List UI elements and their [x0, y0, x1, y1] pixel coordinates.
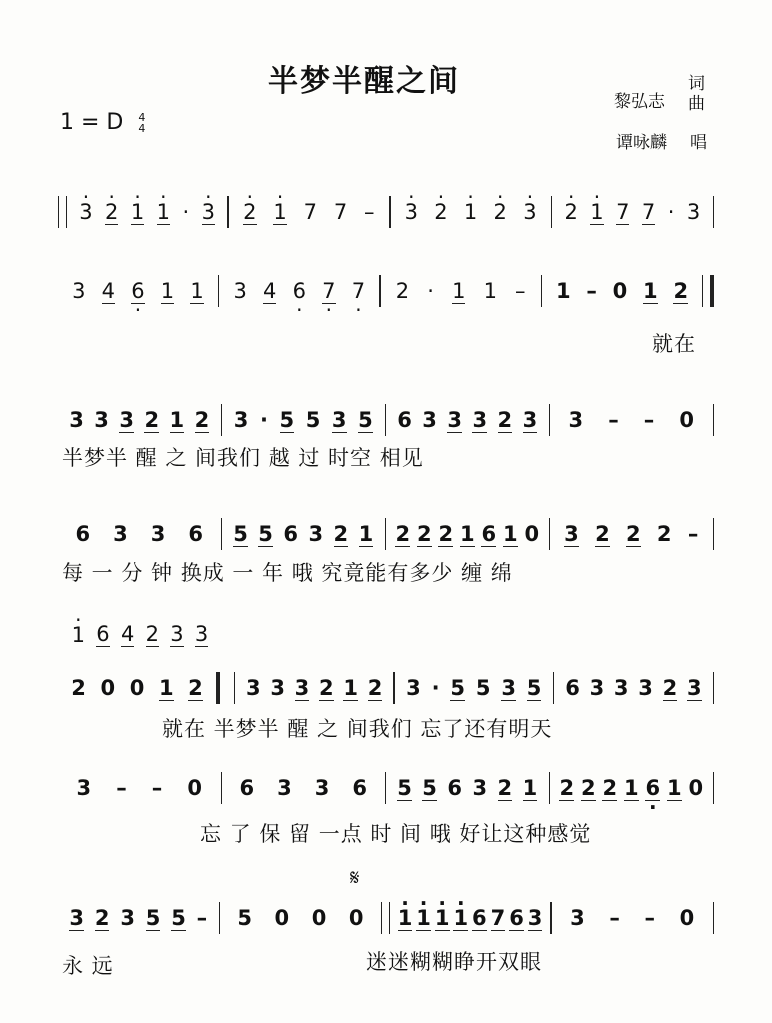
- note: · 3: [405, 200, 418, 224]
- note: 6: [565, 676, 580, 700]
- measure: [386, 408, 549, 433]
- note: · 2: [105, 200, 118, 225]
- note: 1: [623, 775, 639, 800]
- note: 3: [589, 676, 605, 700]
- note: 0: [187, 776, 202, 800]
- barline: [713, 902, 715, 934]
- note: 1: [169, 407, 185, 432]
- note: 3: [245, 676, 261, 700]
- note: 5: [397, 775, 412, 800]
- staff-row: [58, 404, 714, 436]
- note: 5: [258, 521, 273, 546]
- measure: [58, 279, 218, 304]
- note: 3: [150, 522, 166, 546]
- measure: [229, 200, 389, 225]
- staff-row: [58, 518, 714, 550]
- lyric-line-5: 忘 了 保 留 一点 时 间 哦 好让这种感觉: [200, 822, 592, 846]
- note: 2: [595, 521, 610, 546]
- measure: [542, 279, 702, 304]
- note: 0: [100, 676, 116, 700]
- note: · 2: [494, 200, 507, 224]
- note: 1: [666, 775, 682, 800]
- note: · 1: [464, 200, 477, 224]
- note: 2: [438, 521, 454, 546]
- note: 1: [643, 278, 658, 303]
- measure: [222, 522, 385, 547]
- note: 3: [522, 407, 538, 432]
- note: · 3: [79, 200, 92, 224]
- note: 3: [233, 279, 247, 303]
- note: · 3: [202, 200, 215, 225]
- note: 5: [279, 407, 295, 432]
- note: 3: [331, 407, 347, 432]
- time-signature: [138, 112, 145, 134]
- note: 3: [294, 675, 310, 700]
- note: 2: [580, 775, 596, 800]
- note: 3: [406, 676, 421, 700]
- lyric-line-7: 迷迷糊糊睁开双眼: [366, 950, 542, 974]
- note: 0: [311, 906, 327, 930]
- note: 1: [358, 521, 374, 546]
- note: · 1: [131, 200, 144, 225]
- measure: [222, 408, 385, 433]
- note: 6: [481, 521, 497, 546]
- lyric-line-1: 就在: [652, 332, 696, 356]
- note: 0: [679, 408, 694, 432]
- note: 0: [524, 522, 540, 546]
- note: 0: [679, 906, 695, 930]
- note: –: [586, 279, 597, 303]
- note: · 1: [416, 906, 431, 931]
- note: 2: [395, 279, 410, 303]
- measure: [60, 622, 220, 647]
- note: · 1: [72, 623, 85, 647]
- note: 6: [447, 776, 462, 800]
- note: 3: [472, 407, 488, 432]
- note: 6: [75, 522, 91, 546]
- measure: [386, 776, 549, 801]
- measure: [222, 776, 385, 800]
- note: 2: [145, 622, 159, 646]
- note: 2: [416, 521, 432, 546]
- note: 2: [367, 675, 383, 700]
- note: 0: [129, 676, 145, 700]
- note: 6: [188, 522, 203, 546]
- note: –: [151, 776, 163, 800]
- note: 5: [450, 675, 466, 700]
- note: 6: [239, 776, 255, 800]
- note: · 1: [398, 906, 413, 931]
- segno-sign: 𝄋: [350, 866, 360, 891]
- lyricist-composer-name: 黎弘志: [614, 92, 665, 112]
- note: 3: [314, 776, 330, 800]
- note: 1: [483, 279, 497, 303]
- measure: [58, 906, 219, 931]
- note: · 1: [435, 906, 450, 931]
- note: · 2: [243, 200, 256, 225]
- note: 5: [422, 775, 437, 800]
- barline: [713, 196, 715, 228]
- note: 2: [497, 407, 513, 432]
- measure: [219, 279, 379, 304]
- note: –: [364, 200, 375, 224]
- measure: [552, 906, 713, 930]
- note: 5: [526, 675, 542, 700]
- note: 0: [274, 906, 290, 930]
- note: 6 ·: [131, 279, 144, 304]
- note: 5: [358, 407, 373, 432]
- note: 7 ·: [322, 279, 335, 304]
- note: · 1: [590, 200, 603, 225]
- barline: [58, 196, 67, 228]
- note: –: [116, 776, 127, 800]
- note: ·: [427, 279, 434, 303]
- note: 2: [395, 521, 411, 546]
- note: 3: [277, 776, 292, 800]
- note: –: [609, 906, 620, 930]
- song-title: 半梦半醒之间: [268, 64, 460, 99]
- note: 3: [686, 200, 701, 224]
- measure: [550, 776, 713, 801]
- note: 3: [113, 522, 128, 546]
- note: · 3: [523, 200, 536, 224]
- note: 4: [101, 278, 116, 303]
- lyricist-composer-role: 词曲: [688, 74, 705, 114]
- measure: [550, 408, 713, 432]
- note: 3: [568, 408, 584, 432]
- note: 2: [194, 407, 210, 432]
- note: 7 ·: [352, 279, 365, 303]
- note: 3: [94, 408, 109, 432]
- measure: [58, 776, 221, 800]
- note: 6 ·: [645, 776, 660, 801]
- note: 3: [69, 408, 84, 432]
- note: 5: [237, 906, 253, 930]
- measure: [67, 200, 227, 225]
- note: 6: [509, 905, 524, 930]
- note: 3: [613, 676, 629, 700]
- note: 3: [422, 408, 437, 432]
- measure: [58, 408, 221, 433]
- note: 5: [145, 905, 161, 930]
- note: 3: [638, 676, 653, 700]
- note: 3: [120, 906, 135, 930]
- note: 0: [348, 906, 364, 930]
- measure: [391, 200, 551, 224]
- note: ·: [259, 408, 268, 432]
- note: 3: [119, 407, 134, 432]
- note: 7: [303, 200, 317, 224]
- note: 3: [447, 407, 462, 432]
- note: 4: [120, 622, 135, 646]
- final-barline: [702, 275, 714, 307]
- note: 3: [472, 776, 488, 800]
- barline: [216, 672, 235, 704]
- note: 3: [308, 522, 324, 546]
- note: 1: [452, 278, 466, 303]
- note: 2: [662, 675, 678, 700]
- note: 7: [616, 199, 630, 224]
- barline: [713, 404, 715, 436]
- note: –: [643, 408, 655, 432]
- note: 2: [71, 676, 86, 700]
- note: 6: [397, 408, 412, 432]
- staff-row: [58, 196, 714, 228]
- measure: [386, 522, 549, 547]
- note: 4: [263, 278, 277, 303]
- note: 3: [501, 675, 516, 700]
- staff-row: [58, 275, 714, 307]
- note: ·: [667, 200, 675, 224]
- barline: [381, 902, 390, 934]
- note: 6 ·: [293, 279, 306, 303]
- note: 2: [319, 675, 334, 700]
- note: 1: [502, 521, 518, 546]
- note: ·: [182, 200, 190, 224]
- note: –: [196, 906, 208, 930]
- singer-name: 谭咏麟: [616, 133, 667, 153]
- note: 0: [688, 776, 704, 800]
- lyric-line-6: 永 远: [62, 954, 114, 978]
- measure: [550, 522, 713, 547]
- lyric-line-3: 每 一 分 钟 换成 一 年 哦 究竟能有多少 缠 绵: [62, 561, 513, 585]
- measure: [381, 279, 541, 304]
- barline: [713, 772, 715, 804]
- key-label: 1 = D: [60, 110, 124, 135]
- note: 2: [625, 521, 641, 546]
- note: 1: [459, 521, 475, 546]
- note: 3: [72, 279, 86, 303]
- note: 5: [171, 905, 186, 930]
- singer-role: 唱: [690, 133, 707, 153]
- note: 0: [612, 279, 628, 303]
- staff-row: [58, 672, 714, 704]
- note: 5: [233, 521, 248, 546]
- lyric-line-2: 半梦半 醒 之 间我们 越 过 时空 相见: [62, 446, 424, 470]
- note: 1: [556, 279, 571, 303]
- measure: [395, 676, 553, 701]
- note: · 2: [564, 200, 577, 224]
- measure: [220, 906, 381, 930]
- measure: [554, 676, 712, 701]
- note: 2: [656, 522, 672, 546]
- note: · 2: [434, 200, 447, 224]
- note: 3: [564, 521, 579, 546]
- note: –: [515, 279, 526, 303]
- note: 3: [527, 905, 543, 930]
- note: 6: [472, 905, 487, 930]
- staff-row: [58, 772, 714, 804]
- note: 3: [570, 906, 585, 930]
- note: 6: [352, 776, 367, 800]
- note: · 1: [157, 200, 170, 225]
- measure: [58, 676, 216, 701]
- note: 3: [170, 622, 184, 646]
- time-denominator: 4: [138, 122, 146, 135]
- key-signature: [60, 110, 145, 135]
- note: –: [687, 522, 699, 546]
- note: 7: [333, 200, 348, 224]
- note: 1: [343, 675, 358, 700]
- note: 1: [190, 278, 204, 303]
- note: 6: [283, 522, 298, 546]
- note: 2: [94, 905, 110, 930]
- note: 3: [686, 675, 702, 700]
- upper-voice-line: [60, 622, 220, 647]
- barline: [713, 672, 715, 704]
- lyric-line-4: 就在 半梦半 醒 之 间我们 忘了还有明天: [162, 717, 553, 741]
- note: 2: [333, 521, 349, 546]
- note: 7: [641, 199, 656, 224]
- note: ·: [431, 676, 440, 700]
- measure: [552, 200, 712, 225]
- note: 6: [96, 622, 110, 646]
- note: 2: [602, 775, 618, 800]
- note: 2: [188, 675, 203, 700]
- note: –: [608, 408, 619, 432]
- measure: [390, 906, 551, 931]
- measure: [235, 676, 393, 701]
- note: –: [644, 906, 655, 930]
- note: 3: [69, 905, 85, 930]
- staff-row: [58, 902, 714, 934]
- note: 5: [305, 408, 321, 432]
- measure: [58, 522, 221, 546]
- note: 2: [559, 775, 575, 800]
- barline: [713, 518, 715, 550]
- note: · 1: [453, 906, 468, 931]
- note: 3: [270, 676, 285, 700]
- note: 2: [673, 278, 689, 303]
- note: · 1: [273, 200, 286, 225]
- time-numerator: 4: [138, 111, 146, 124]
- note: 1: [158, 675, 174, 700]
- note: 1: [522, 775, 538, 800]
- note: 3: [233, 408, 249, 432]
- note: 3: [194, 622, 209, 646]
- note: 2: [497, 775, 513, 800]
- note: 2: [144, 407, 160, 432]
- note: 5: [475, 676, 491, 700]
- note: 7: [490, 905, 506, 930]
- note: 1: [160, 278, 175, 303]
- note: 3: [76, 776, 92, 800]
